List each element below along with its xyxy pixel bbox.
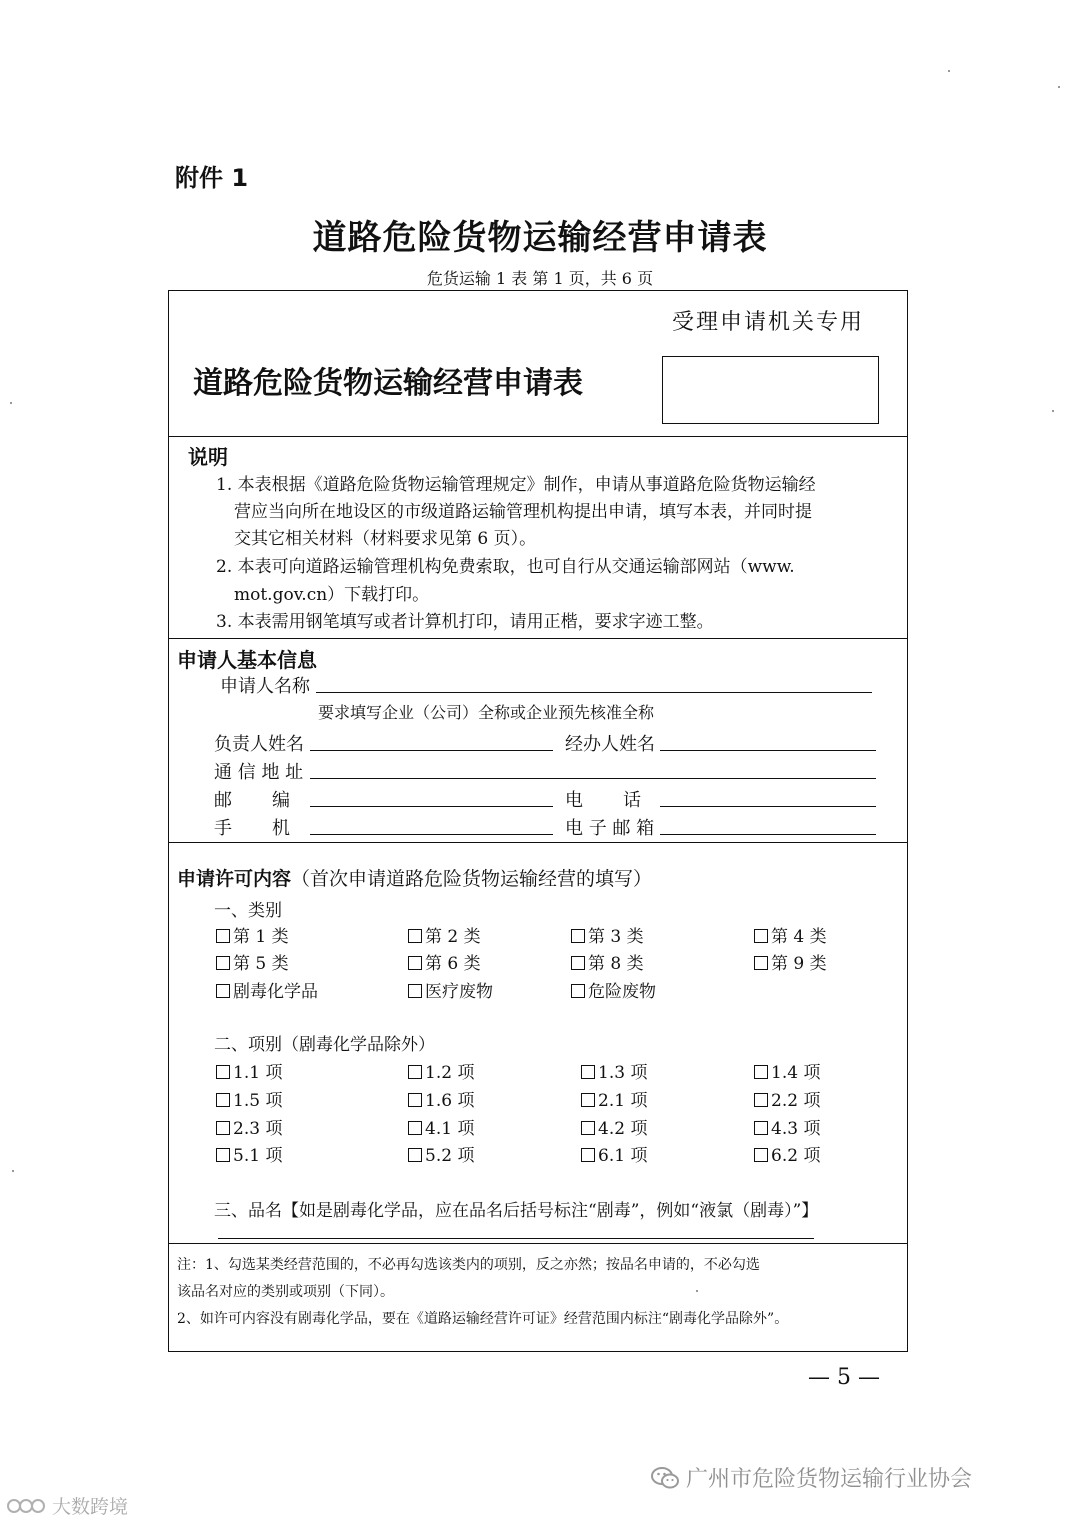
email-label: 电 子 邮 箱: [565, 818, 655, 839]
item-checkbox[interactable]: 4.3 项: [754, 1114, 820, 1139]
instruction-line: mot.gov.cn）下载打印。: [234, 585, 430, 605]
divider-permit: [168, 1243, 908, 1244]
product-heading: 三、品名【如是剧毒化学品，应在品名后括号标注“剧毒”，例如“液氯（剧毒）”】: [214, 1201, 819, 1221]
category-checkbox[interactable]: 第 2 类: [408, 922, 481, 947]
item-checkbox[interactable]: 1.6 项: [408, 1086, 474, 1111]
item-checkbox[interactable]: 2.2 项: [754, 1086, 820, 1111]
scan-speck: [10, 402, 12, 404]
note-line: 该品名对应的类别或项别（下同）。: [177, 1284, 394, 1300]
attachment-label: 附件 1: [175, 164, 249, 192]
permit-heading-note: （首次申请道路危险货物运输经营的填写）: [291, 868, 653, 890]
page-number: — 5 —: [808, 1365, 880, 1390]
applicant-name-label: 申请人名称: [220, 676, 310, 697]
watermark-right-text: 广州市危险货物运输行业协会: [686, 1467, 973, 1492]
category-checkbox[interactable]: 第 1 类: [216, 922, 289, 947]
logo-icon: [6, 1496, 48, 1521]
product-field[interactable]: [218, 1238, 814, 1239]
category-checkbox[interactable]: 第 8 类: [571, 949, 644, 974]
category-checkbox[interactable]: 危险废物: [571, 977, 656, 1002]
main-title: 道路危险货物运输经营申请表: [312, 218, 768, 258]
form-title: 道路危险货物运输经营申请表: [193, 366, 583, 401]
divider-applicant: [168, 842, 908, 843]
mobile-field[interactable]: [310, 834, 553, 835]
email-field[interactable]: [660, 834, 876, 835]
scan-speck: [696, 1290, 698, 1292]
item-checkbox[interactable]: 6.1 项: [581, 1141, 647, 1166]
instruction-line: 2. 本表可向道路运输管理机构免费索取，也可自行从交通运输部网站（www.: [216, 557, 795, 577]
permit-heading: 申请许可内容: [177, 868, 292, 890]
note-line: 注：1、勾选某类经营范围的，不必再勾选该类内的项别，反之亦然；按品名申请的，不必勾选: [177, 1257, 760, 1273]
mobile-label: 手 机: [214, 818, 291, 839]
category-heading: 一、类别: [214, 901, 282, 921]
watermark-right: [650, 1462, 972, 1496]
scan-speck: [948, 70, 950, 72]
address-label: 通 信 地 址: [214, 762, 304, 783]
office-use-label: 受理申请机关专用: [672, 310, 865, 335]
address-field[interactable]: [310, 778, 876, 779]
phone-label: 电 话: [565, 790, 642, 811]
postcode-field[interactable]: [310, 806, 553, 807]
handler-label: 经办人姓名: [565, 734, 655, 755]
instruction-line: 交其它相关材料（材料要求见第 6 页）。: [234, 529, 537, 549]
item-checkbox[interactable]: 1.5 项: [216, 1086, 282, 1111]
item-checkbox[interactable]: 6.2 项: [754, 1141, 820, 1166]
phone-field[interactable]: [660, 806, 876, 807]
category-checkbox[interactable]: 第 9 类: [754, 949, 827, 974]
category-checkbox[interactable]: 第 6 类: [408, 949, 481, 974]
item-checkbox[interactable]: 2.3 项: [216, 1114, 282, 1139]
applicant-name-hint: 要求填写企业（公司）全称或企业预先核准全称: [318, 703, 655, 722]
category-checkbox[interactable]: 医疗废物: [408, 977, 493, 1002]
handler-field[interactable]: [660, 750, 876, 751]
scan-speck: [12, 1170, 14, 1172]
applicant-heading: 申请人基本信息: [177, 648, 317, 672]
instruction-line: 3. 本表需用钢笔填写或者计算机打印，请用正楷，要求字迹工整。: [216, 612, 714, 632]
scan-speck: [1058, 86, 1060, 88]
category-checkbox[interactable]: 第 5 类: [216, 949, 289, 974]
category-checkbox[interactable]: 第 3 类: [571, 922, 644, 947]
item-checkbox[interactable]: 1.1 项: [216, 1058, 282, 1083]
wechat-icon: [650, 1466, 680, 1496]
divider-instructions: [168, 638, 908, 639]
watermark-left-text: 大数跨境: [52, 1496, 129, 1518]
item-checkbox[interactable]: 4.2 项: [581, 1114, 647, 1139]
responsible-field[interactable]: [310, 750, 553, 751]
category-checkbox[interactable]: 剧毒化学品: [216, 977, 318, 1002]
item-checkbox[interactable]: 5.1 项: [216, 1141, 282, 1166]
divider-title: [168, 436, 908, 437]
item-checkbox[interactable]: 1.2 项: [408, 1058, 474, 1083]
item-checkbox[interactable]: 2.1 项: [581, 1086, 647, 1111]
item-checkbox[interactable]: 4.1 项: [408, 1114, 474, 1139]
instruction-line: 营应当向所在地设区的市级道路运输管理机构提出申请，填写本表，并同时提: [234, 502, 812, 522]
responsible-label: 负责人姓名: [214, 734, 304, 755]
note-line: 2、如许可内容没有剧毒化学品，要在《道路运输经营许可证》经营范围内标注“剧毒化学品除外”。: [177, 1311, 789, 1327]
item-checkbox[interactable]: 5.2 项: [408, 1141, 474, 1166]
item-checkbox[interactable]: 1.3 项: [581, 1058, 647, 1083]
instruction-line: 1. 本表根据《道路危险货物运输管理规定》制作，申请从事道路危险货物运输经: [216, 475, 816, 495]
instructions-heading: 说明: [188, 445, 228, 469]
watermark-left: [6, 1492, 128, 1521]
page-info: 危货运输 1 表 第 1 页，共 6 页: [426, 269, 654, 288]
permit-heading-row: [177, 864, 652, 891]
item-heading: 二、项别（剧毒化学品除外）: [214, 1035, 435, 1055]
category-checkbox[interactable]: 第 4 类: [754, 922, 827, 947]
item-checkbox[interactable]: 1.4 项: [754, 1058, 820, 1083]
applicant-name-field[interactable]: [316, 692, 872, 693]
office-use-box[interactable]: [662, 356, 879, 424]
postcode-label: 邮 编: [214, 790, 291, 811]
scan-speck: [1052, 410, 1054, 412]
